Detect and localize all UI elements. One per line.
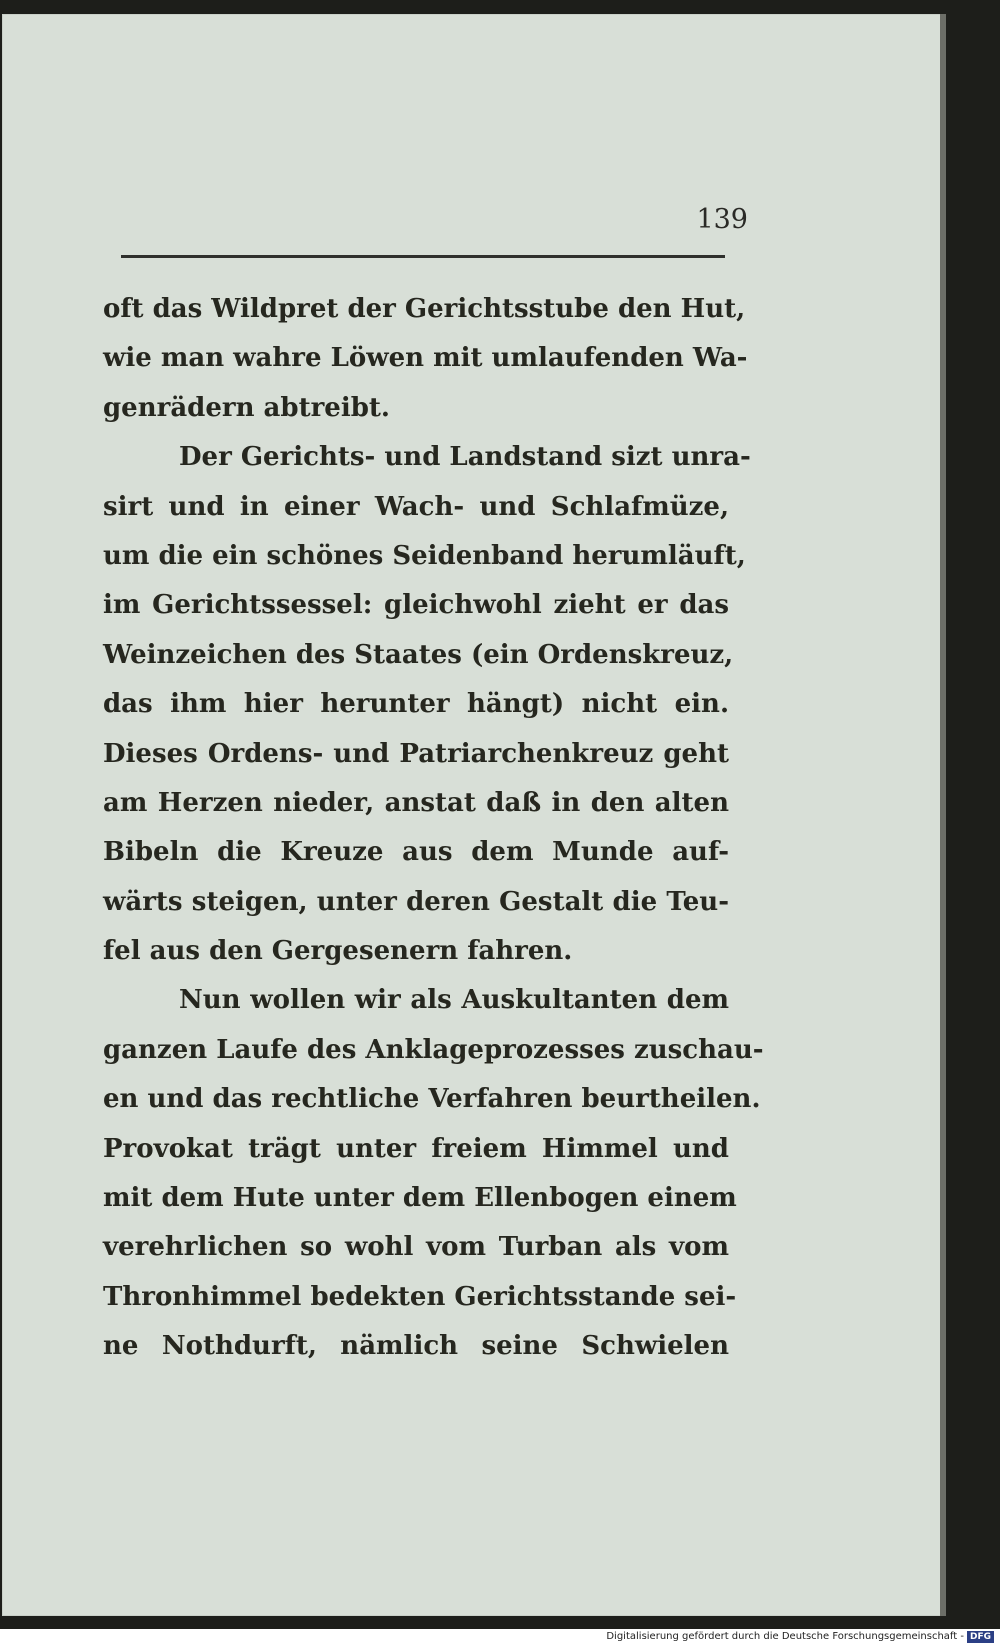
text-line: Weinzeichen des Staates (ein Ordenskreuz, bbox=[103, 639, 734, 670]
text-line: sirt und in einer Wach- und Schlafmüze, bbox=[103, 491, 729, 522]
text-line: um die ein schönes Seidenband herumläuft, bbox=[103, 540, 746, 571]
header-rule bbox=[121, 255, 725, 258]
text-line: Thronhimmel bedekten Gerichtsstande sei- bbox=[103, 1281, 737, 1312]
text-line: wie man wahre Löwen mit umlaufenden Wa- bbox=[103, 343, 748, 374]
text-line: ne Nothdurft, nämlich seine Schwielen bbox=[103, 1331, 729, 1362]
footer-credit: Digitalisierung gefördert durch die Deutsche Forschungsgemeinschaft - bbox=[606, 1631, 964, 1642]
text-line: Der Gerichts- und Landstand sizt unra- bbox=[179, 442, 751, 473]
text-line: genrädern abtreibt. bbox=[103, 392, 390, 423]
text-line: Bibeln die Kreuze aus dem Munde auf- bbox=[103, 837, 729, 868]
text-line: oft das Wildpret der Gerichtsstube den Hut, bbox=[103, 294, 746, 324]
page-edge bbox=[940, 14, 946, 1616]
text-line: das ihm hier herunter hängt) nicht ein. bbox=[103, 689, 729, 720]
dfg-logo: DFG bbox=[967, 1631, 994, 1643]
text-line: Dieses Ordens- und Patriarchenkreuz geht bbox=[103, 738, 729, 769]
text-line: Nun wollen wir als Auskultanten dem bbox=[179, 985, 729, 1016]
text-line: wärts steigen, unter deren Gestalt die Teu- bbox=[103, 886, 729, 917]
text-line: am Herzen nieder, anstat daß in den alten bbox=[103, 787, 729, 818]
page-number: 139 bbox=[696, 204, 748, 235]
text-line: fel aus den Gergesenern fahren. bbox=[103, 936, 573, 967]
text-line: im Gerichtssessel: gleichwohl zieht er das bbox=[103, 590, 729, 621]
text-line: mit dem Hute unter dem Ellenbogen einem bbox=[103, 1183, 737, 1214]
text-line: ganzen Laufe des Anklageprozesses zuschau- bbox=[103, 1034, 764, 1065]
text-line: verehrlichen so wohl vom Turban als vom bbox=[103, 1232, 729, 1263]
body-text bbox=[103, 285, 764, 1372]
text-line: en und das rechtliche Verfahren beurtheilen. bbox=[103, 1084, 761, 1115]
text-line: Provokat trägt unter freiem Himmel und bbox=[103, 1133, 729, 1164]
